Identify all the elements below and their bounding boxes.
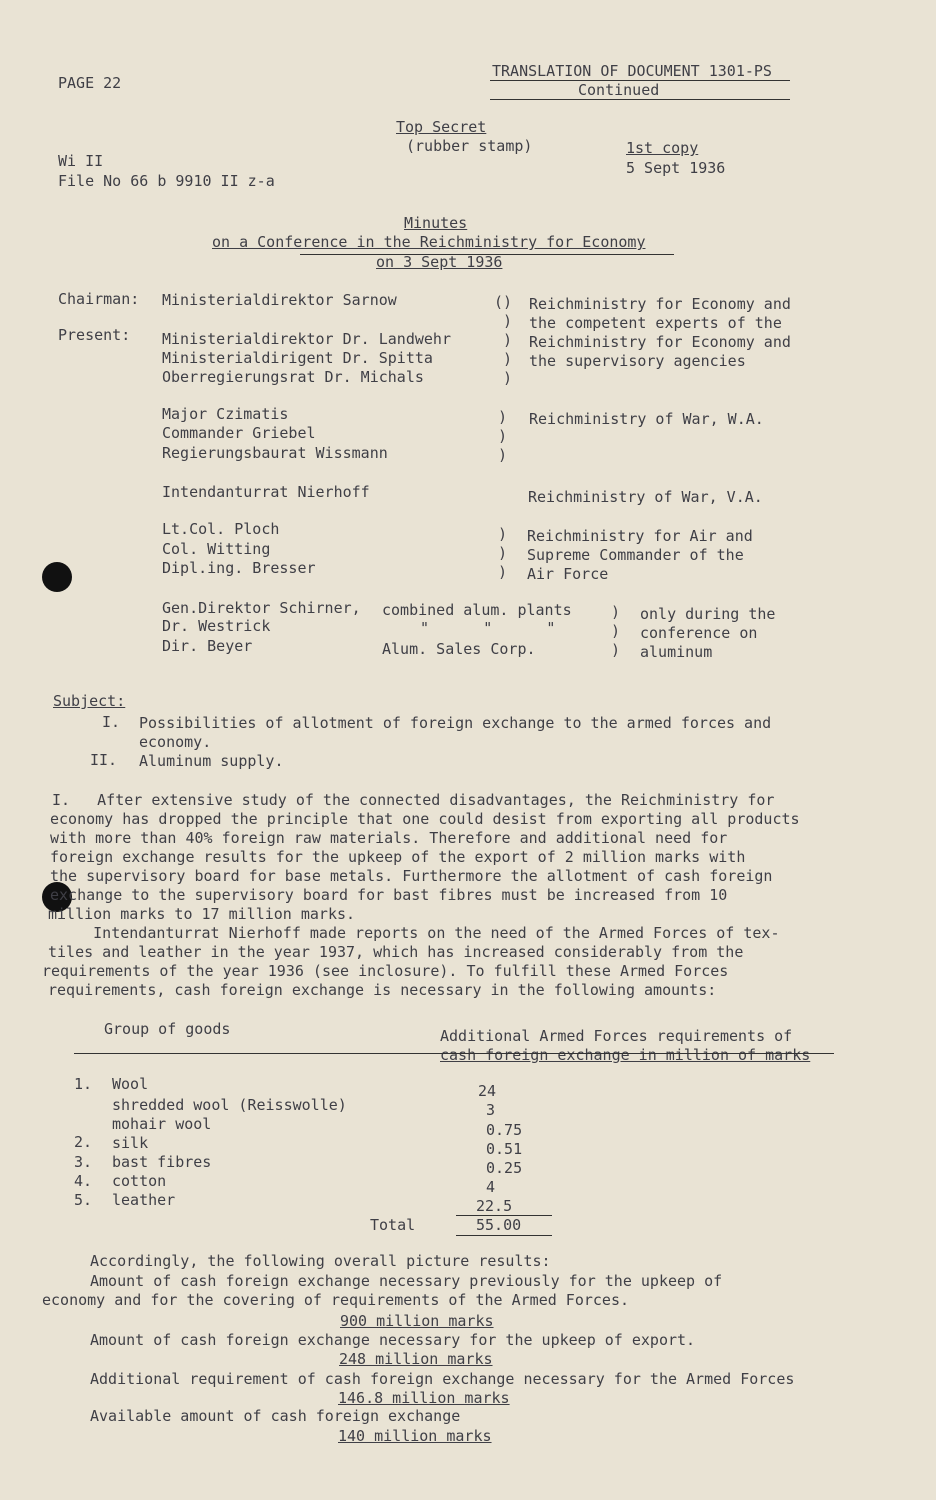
attendance-note: only during the <box>640 605 776 623</box>
table-header-goods: Group of goods <box>104 1020 231 1038</box>
table-row-number: 1. <box>74 1075 93 1093</box>
present-label: Present: <box>58 326 131 344</box>
table-header-requirements: Additional Armed Forces requirements of <box>440 1027 793 1045</box>
document-date: 5 Sept 1936 <box>626 159 726 177</box>
file-number: File No 66 b 9910 II z-a <box>58 172 275 190</box>
table-header-rule <box>74 1053 834 1054</box>
paragraph-line: requirements, cash foreign exchange is necessary in the following amounts: <box>48 981 717 999</box>
title-date: on 3 Sept 1936 <box>376 253 503 271</box>
attendee-name: Dir. Beyer <box>162 637 253 655</box>
table-total-value: 55.00 <box>476 1216 522 1234</box>
chairman-name: Ministerialdirektor Sarnow <box>162 291 397 309</box>
organization-line: Reichministry of War, W.A. <box>529 410 764 428</box>
affiliation-line: combined alum. plants <box>382 601 572 619</box>
affiliation-line: Alum. Sales Corp. <box>382 640 536 658</box>
paragraph-line: Intendanturrat Nierhoff made reports on the need of the Armed Forces of tex- <box>48 924 780 942</box>
paragraph-line: requirements of the year 1936 (see inclosure). To fulfill these Armed Forces <box>42 962 729 980</box>
attendee-name: Major Czimatis <box>162 405 289 423</box>
summary-text: Additional requirement of cash foreign exchange necessary for the Armed Forces <box>90 1370 795 1388</box>
organization-line: Reichministry for Economy and <box>529 295 791 313</box>
paragraph-line: foreign exchange results for the upkeep of the export of 2 million marks with <box>50 848 746 866</box>
attendee-name: Regierungsbaurat Wissmann <box>162 444 388 462</box>
summary-text: economy and for the covering of requirements of the Armed Forces. <box>42 1291 629 1309</box>
continued-label: Continued <box>578 81 660 99</box>
organization-line: Reichministry for Economy and <box>529 333 791 351</box>
attendee-name: Lt.Col. Ploch <box>162 520 280 538</box>
table-row-value: 22.5 <box>476 1197 513 1215</box>
bracket-group5: ) ) ) <box>611 603 621 659</box>
attendee-name: Commander Griebel <box>162 424 316 442</box>
organization-line: Reichministry for Air and <box>527 527 753 545</box>
table-row-value: 0.25 <box>486 1159 523 1177</box>
table-row-value: 4 <box>486 1178 496 1196</box>
summary-text: Amount of cash foreign exchange necessary previously for the upkeep of <box>90 1272 723 1290</box>
subject-label: Subject: <box>53 692 126 710</box>
affiliation-line: " " " <box>420 619 556 637</box>
table-row-item: mohair wool <box>112 1115 212 1133</box>
attendee-name: Ministerialdirektor Dr. Landwehr <box>162 330 451 348</box>
subject-item-number: I. <box>102 713 121 731</box>
summary-amount: 146.8 million marks <box>338 1389 510 1407</box>
header-rule-bottom <box>490 99 790 100</box>
page-number: PAGE 22 <box>58 74 122 92</box>
copy-number: 1st copy <box>626 139 699 157</box>
table-row-value: 0.51 <box>486 1140 523 1158</box>
paragraph-line: with more than 40% foreign raw materials. Therefore and additional need for <box>50 829 728 847</box>
chairman-label: Chairman: <box>58 290 140 308</box>
subject-item-number: II. <box>90 751 118 769</box>
table-row-value: 3 <box>486 1101 496 1119</box>
paragraph-line: I. After extensive study of the connected disadvantages, the Reichministry for <box>52 791 775 809</box>
organization-line: the competent experts of the <box>529 314 782 332</box>
attendee-name: Dr. Westrick <box>162 617 271 635</box>
attendee-name: Dipl.ing. Bresser <box>162 559 316 577</box>
paragraph-line: economy has dropped the principle that one could desist from exporting all products <box>50 810 800 828</box>
classification: Top Secret <box>396 118 487 136</box>
organization-line: Supreme Commander of the <box>527 546 744 564</box>
table-row-value: 0.75 <box>486 1121 523 1139</box>
table-row-item: Wool <box>112 1075 149 1093</box>
attendee-name: Col. Witting <box>162 540 271 558</box>
subject-item: Aluminum supply. <box>139 752 284 770</box>
office-code: Wi II <box>58 152 104 170</box>
organization-line: the supervisory agencies <box>529 352 746 370</box>
table-total-underline <box>456 1235 552 1236</box>
summary-text: Amount of cash foreign exchange necessary for the upkeep of export. <box>90 1331 696 1349</box>
attendance-note: aluminum <box>640 643 713 661</box>
organization-line: Air Force <box>527 565 609 583</box>
table-row-number: 2. <box>74 1133 93 1151</box>
subject-item: Possibilities of allotment of foreign exchange to the armed forces and <box>139 714 772 732</box>
organization-line: Reichministry of War, V.A. <box>528 488 763 506</box>
table-total-label: Total <box>370 1216 416 1234</box>
title-minutes: Minutes <box>404 214 468 232</box>
table-row-number: 3. <box>74 1153 93 1171</box>
attendee-name: Oberregierungsrat Dr. Michals <box>162 368 424 386</box>
punch-hole-top <box>42 562 72 592</box>
table-header-requirements: cash foreign exchange in million of marks <box>440 1046 811 1064</box>
table-row-value: 24 <box>478 1082 497 1100</box>
summary-intro: Accordingly, the following overall picture results: <box>90 1252 551 1270</box>
bracket-group1: () ) ) ) ) <box>494 293 513 387</box>
table-row-item: cotton <box>112 1172 167 1190</box>
bracket-group2: ) ) ) <box>498 408 508 464</box>
stamp-note: (rubber stamp) <box>406 137 533 155</box>
translation-header: TRANSLATION OF DOCUMENT 1301-PS <box>492 62 772 80</box>
attendee-name: Gen.Direktor Schirner, <box>162 599 361 617</box>
paragraph-line: exchange to the supervisory board for bast fibres must be increased from 10 <box>50 886 728 904</box>
attendee-name: Intendanturrat Nierhoff <box>162 483 370 501</box>
bracket-group4: ) ) ) <box>498 525 508 581</box>
paragraph-line: the supervisory board for base metals. Furthermore the allotment of cash foreign <box>50 867 773 885</box>
table-row-number: 5. <box>74 1191 93 1209</box>
summary-amount: 900 million marks <box>340 1312 494 1330</box>
summary-amount: 248 million marks <box>339 1350 493 1368</box>
title-conference: on a Conference in the Reichministry for Economy <box>212 233 646 251</box>
table-row-item: leather <box>112 1191 176 1209</box>
summary-amount: 140 million marks <box>338 1427 492 1445</box>
paragraph-line: tiles and leather in the year 1937, which has increased considerably from the <box>48 943 744 961</box>
paragraph-line: million marks to 17 million marks. <box>48 905 356 923</box>
attendance-note: conference on <box>640 624 758 642</box>
table-row-item: silk <box>112 1134 149 1152</box>
table-row-item: bast fibres <box>112 1153 212 1171</box>
subject-item: economy. <box>139 733 212 751</box>
table-row-item: shredded wool (Reisswolle) <box>112 1096 347 1114</box>
table-row-number: 4. <box>74 1172 93 1190</box>
summary-text: Available amount of cash foreign exchange <box>90 1407 461 1425</box>
attendee-name: Ministerialdirigent Dr. Spitta <box>162 349 433 367</box>
